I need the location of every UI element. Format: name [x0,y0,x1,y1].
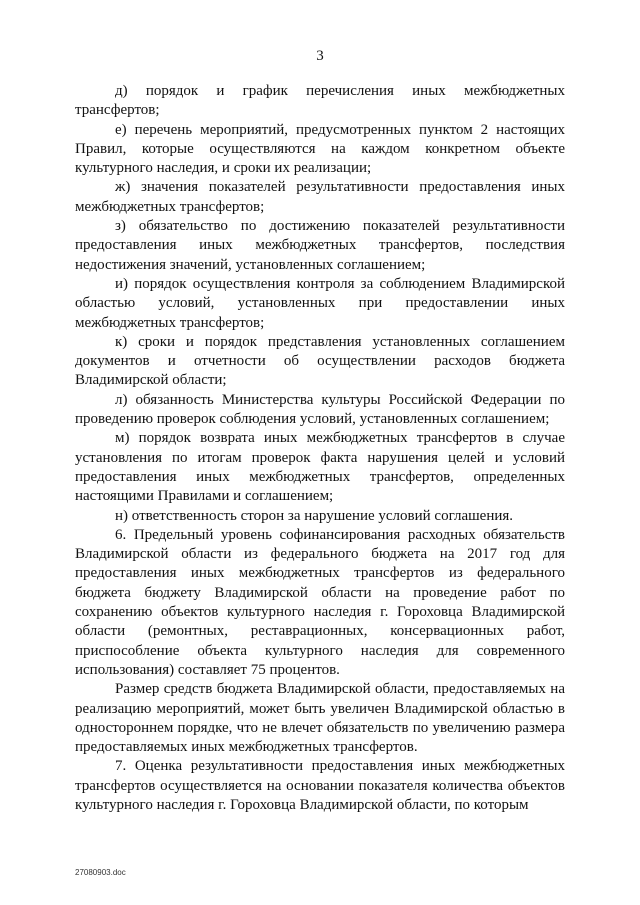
page-number: 3 [316,48,324,64]
paragraph-n: н) ответственность сторон за нарушение условий соглашения. [115,507,514,524]
paragraph-d: д) порядок и график перечисления иных межбюджетных трансфертов; [75,83,565,119]
paragraph-k: к) сроки и порядок представления установленных соглашением документов и отчетности об осуществлении расходов бюджета Владимирской области; [75,333,565,389]
paragraph-7: 7. Оценка результативности предоставления иных межбюджетных трансфертов осуществляется на основании показателя количества объектов культурного наследия г. Гороховца Владимирской области, по которым [75,758,565,813]
paragraph-i: и) порядок осуществления контроля за соблюдением Владимирской областью условий, установленных при предоставлении иных межбюджетных трансфертов; [75,275,565,331]
paragraph-budget-size: Размер средств бюджета Владимирской области, предоставляемых на реализацию мероприятий, может быть увеличен Владимирской областью в одностороннем порядке, что не влечет обязательств по увеличению размера предоставляемых иных межбюджетных трансфертов. [75,681,565,756]
paragraph-6: 6. Предельный уровень софинансирования расходных обязательств Владимирской области из федерального бюджета на 2017 год для предоставления иных межбюджетных трансфертов из федерального бюджета бюджету Владимирской области на проведение работ по сохранению объектов культурного наследия г. Гороховца Владимирской области (ремонтных, реставрационных, консервационных работ, приспособление объекта культурного наследия для современного использования) составляет 75 процентов. [75,526,565,678]
paragraph-z: з) обязательство по достижению показателей результативности предоставления иных межбюджетных трансфертов, последствия недостижения значений, установленных соглашением; [75,218,565,273]
paragraph-l: л) обязанность Министерства культуры Российской Федерации по проведению проверок соблюдения условий, установленных соглашением; [75,391,565,428]
document-body [75,82,565,815]
paragraph-e: е) перечень мероприятий, предусмотренных пунктом 2 настоящих Правил, которые осуществляются на каждом конкретном объекте культурного наследия, и сроки их реализации; [75,121,565,177]
paragraph-m: м) порядок возврата иных межбюджетных трансфертов в случае установления по итогам проверок факта нарушения целей и условий предоставления иных межбюджетных трансфертов, определенных настоящими Правилами и соглашением; [75,430,565,505]
file-name-footer: 27080903.doc [75,868,126,877]
paragraph-zh: ж) значения показателей результативности предоставления иных межбюджетных трансфертов; [75,179,565,215]
